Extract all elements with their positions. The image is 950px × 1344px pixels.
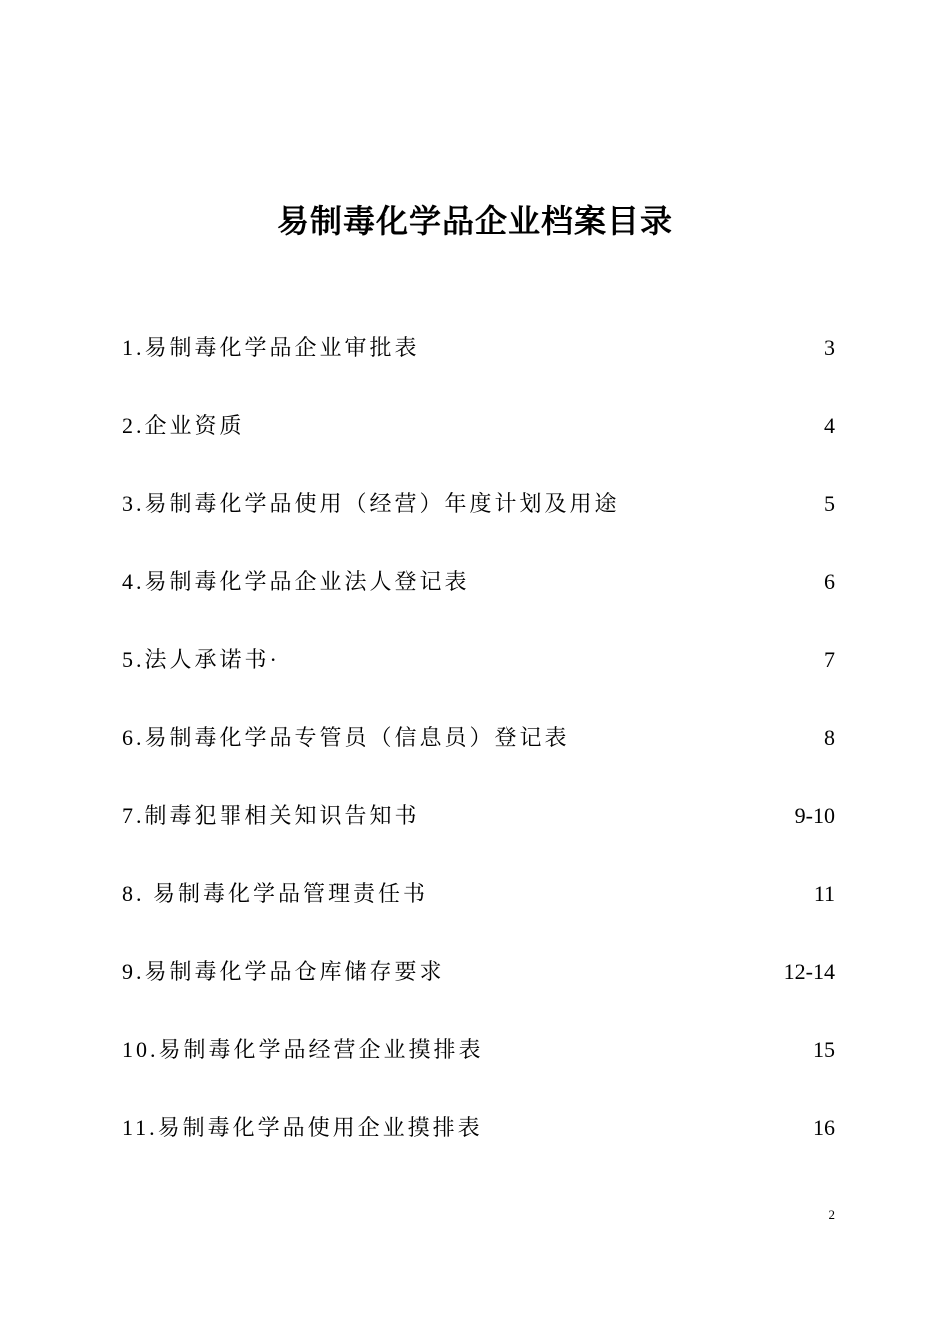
toc-entry-label: 3.易制毒化学品使用（经营）年度计划及用途 [122,491,620,516]
toc-entry [122,946,835,1024]
toc-entry [122,790,835,868]
toc-entry-page: 3 [824,335,835,360]
toc-entry-page: 15 [813,1037,835,1062]
toc-entry-label: 6.易制毒化学品专管员（信息员）登记表 [122,725,570,750]
toc-entry [122,478,835,556]
toc-entry-page: 12-14 [783,959,835,984]
toc-entry-page: 6 [824,569,835,594]
toc-entry-label: 7.制毒犯罪相关知识告知书 [122,803,420,828]
toc-entry-label: 5.法人承诺书· [122,647,280,672]
toc-entry [122,1024,835,1102]
toc-entry-page: 5 [824,491,835,516]
toc-entry-label: 11.易制毒化学品使用企业摸排表 [122,1115,483,1140]
toc-entry-label: 1.易制毒化学品企业审批表 [122,335,420,360]
toc-entry [122,556,835,634]
toc-entry-page: 16 [813,1115,835,1140]
toc-entry [122,868,835,946]
toc-entry-page: 4 [824,413,835,438]
toc-entry-page: 11 [813,881,835,906]
toc-entry [122,634,835,712]
table-of-contents [122,322,835,1180]
toc-entry-label: 2.企业资质 [122,413,245,438]
toc-entry [122,1102,835,1180]
document-title: 易制毒化学品企业档案目录 [276,202,673,240]
toc-entry-label: 8. 易制毒化学品管理责任书 [122,881,429,906]
toc-entry [122,400,835,478]
toc-entry-page: 8 [824,725,835,750]
toc-entry-label: 10.易制毒化学品经营企业摸排表 [122,1037,484,1062]
toc-entry [122,712,835,790]
toc-entry-page: 9-10 [794,803,835,828]
toc-entry-page: 7 [824,647,835,672]
toc-entry-label: 9.易制毒化学品仓库储存要求 [122,959,445,984]
toc-entry-label: 4.易制毒化学品企业法人登记表 [122,569,470,594]
toc-entry [122,322,835,400]
page-number: 2 [828,1207,835,1222]
